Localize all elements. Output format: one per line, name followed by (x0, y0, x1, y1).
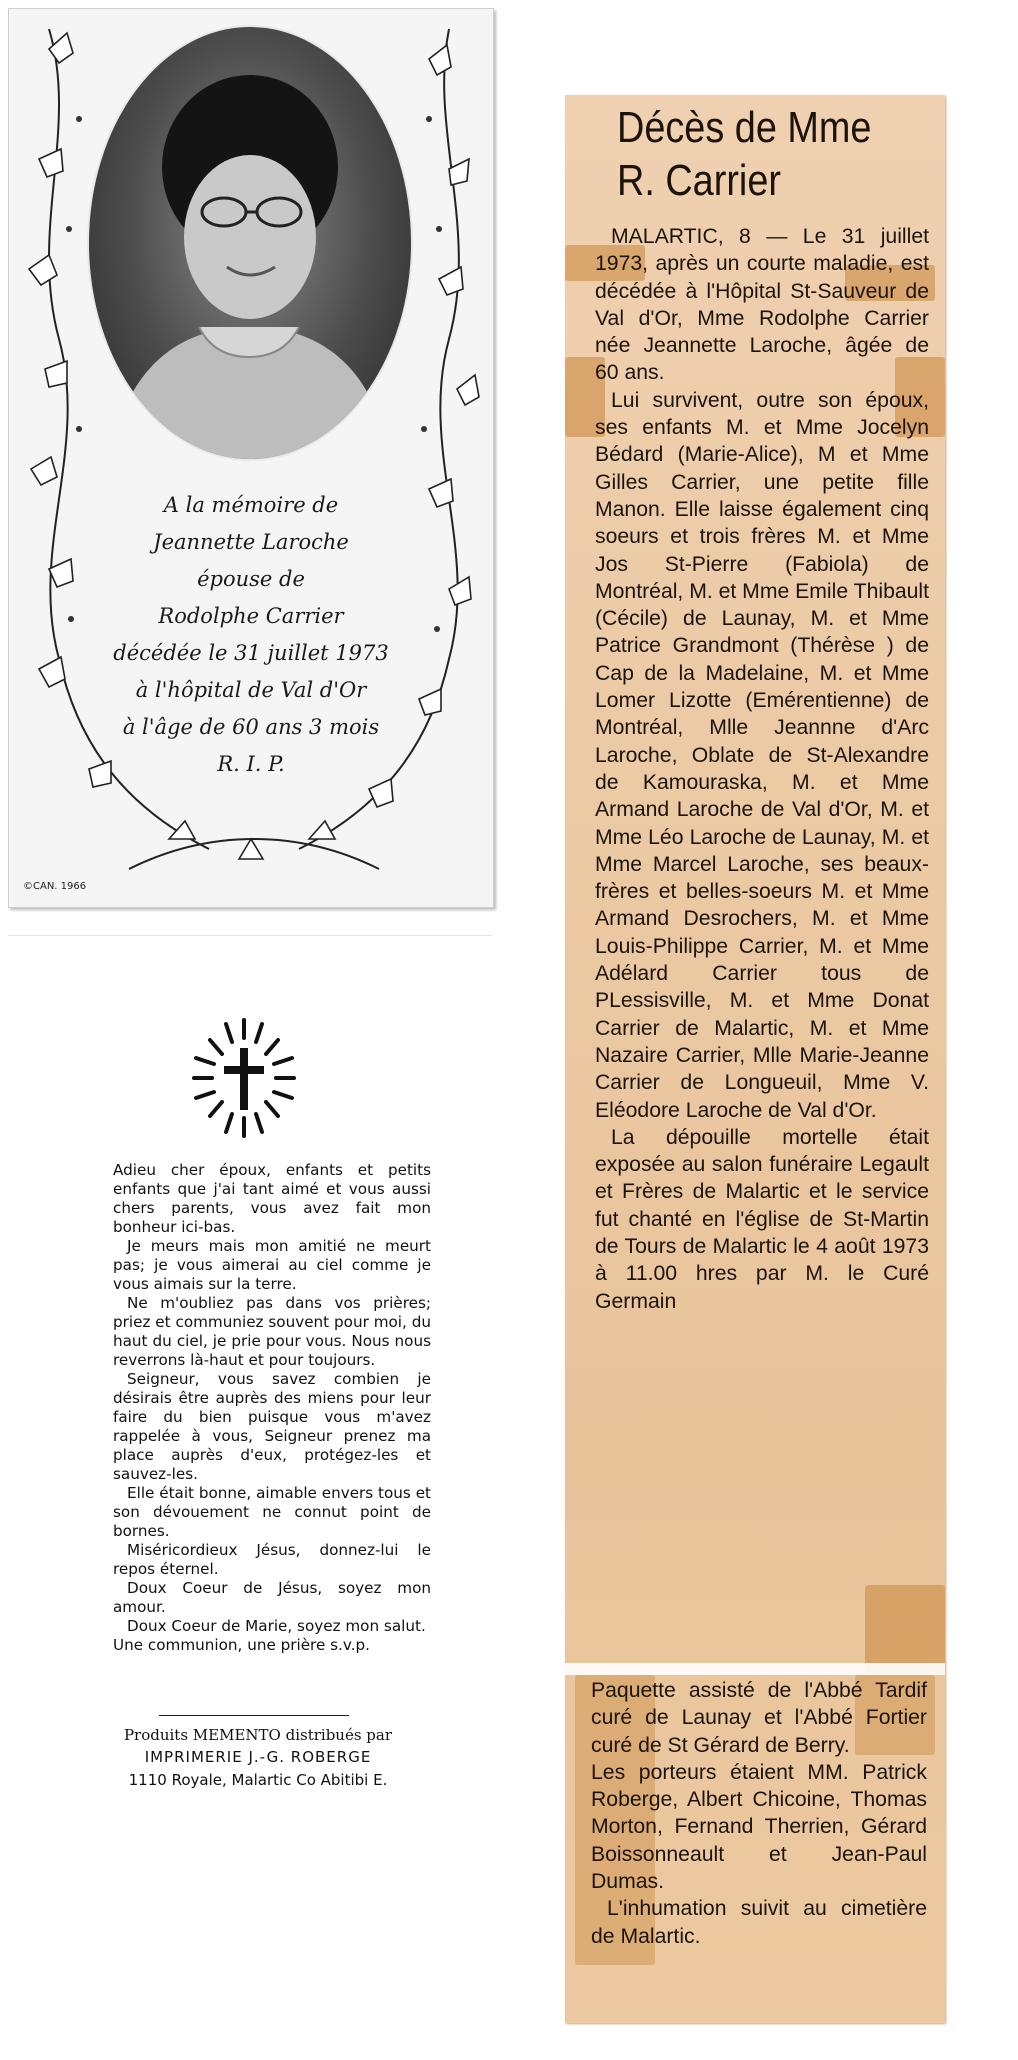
printer-address: 1110 Royale, Malartic Co Abitibi E. (128, 1771, 388, 1789)
headline-line-1: Décès de Mme (617, 103, 872, 152)
printer-name: IMPRIMERIE J.-G. ROBERGE (144, 1748, 372, 1766)
prayer-paragraph: Miséricordieux Jésus, donnez-lui le repos éternel. (113, 1541, 431, 1578)
article-paragraph: La dépouille mortelle était exposée au salon funéraire Legault et Frères de Malartic et le service fut chanté en l'église de St-Martin de Tours de Malartic le 4 août 1973 à 11.00 hres par M. le Curé Germain (595, 1125, 929, 1313)
headline (617, 101, 892, 207)
article-paragraph: Lui survivent, outre son époux, ses enfants M. et Mme Jocelyn Bédard (Marie-Alice), M et Mme Gilles Carrier, une petite fille Manon. Elle laisse également cinq soeurs et trois frères M. et Mme Jos St-Pierre (Fabiola) de Montréal, M. et Mme Emile Thibault (Cécile) de Launay, M. et Mme Patrice Grandmont (Thérèse ) de Cap de la Madelaine, M. et Mme Lomer Lizotte (Emérentienne) de Montréal, Mlle Jeannne d'Arc Laroche, Oblate de St-Alexandre de Kamouraska, M. et Mme Armand Laroche de Val d'Or, M. et Mme Léo Laroche de Launay, M. et Mme Marcel Laroche, ses beaux-frères et belles-soeurs M. et Mme Armand Desrochers, M. et Mme Louis-Philippe Carrier, M. et Mme Adélard Carrier tous de PLessisville, M. et Mme Donat Carrier de Malartic, M. et Mme Nazaire Carrier, Mlle Marie-Jeanne Carrier de Longueuil, Mme V. Eléodore Laroche de Val d'Or. (595, 388, 930, 1122)
article-paragraph: Paquette assisté de l'Abbé Tardif curé de Launay et l'Abbé Fortier curé de St Gérard de Berry. (591, 1679, 927, 1757)
prayer-paragraph: Adieu cher époux, enfants et petits enfants que j'ai tant aimé et vous aussi chers parents, vous avez fait mon bonheur ici-bas. (113, 1161, 431, 1236)
copyright-notice: ©CAN. 1966 (23, 881, 87, 892)
prayer-paragraph: Doux Coeur de Jésus, soyez mon amour. (113, 1579, 431, 1616)
portrait-photo (87, 25, 413, 461)
prayer-paragraph: Une communion, une prière s.v.p. (113, 1636, 370, 1654)
article-lower (591, 1677, 927, 1950)
article-paragraph: Les porteurs étaient MM. Patrick Roberge, Albert Chicoine, Thomas Morton, Fernand Therrien, Gérard Boissonneault et Jean-Paul Dumas. (591, 1760, 927, 1894)
inscription-line-1: A la mémoire de (163, 493, 339, 517)
inscription-rip: R. I. P. (217, 752, 285, 776)
headline-line-2: R. Carrier (617, 156, 781, 205)
article-paragraph: L'inhumation suivit au cimetière de Malartic. (591, 1897, 927, 1948)
memorial-card-front (8, 8, 494, 908)
printer-line-1: Produits MEMENTO distribués par (123, 1726, 393, 1744)
inscription-place: à l'hôpital de Val d'Or (135, 678, 367, 702)
inscription-name: Jeannette Laroche (153, 530, 349, 554)
inscription-age: à l'âge de 60 ans 3 mois (122, 715, 380, 739)
inscription-spouse: Rodolphe Carrier (158, 604, 344, 628)
newspaper-clipping (565, 95, 945, 2023)
inscription-death-date: décédée le 31 juillet 1973 (113, 641, 389, 665)
prayer-paragraph: Seigneur, vous savez combien je désirais être auprès des miens pour leur faire du bien puisque vous m'avez rappelée à vous, Seigneur prenez ma place auprès d'eux, protégez-les et sauvez-les. (113, 1370, 431, 1483)
divider (159, 1715, 349, 1716)
prayer-paragraph: Elle était bonne, aimable envers tous et son dévouement ne connut point de bornes. (113, 1484, 431, 1540)
article-paragraph: MALARTIC, 8 — Le 31 juillet 1973, après un courte maladie, est décédée à l'Hôpital St-Sauveur de Val d'Or, Mme Rodolphe Carrier née Jeannette Laroche, âgée de 60 ans. (595, 225, 929, 385)
article-upper (595, 223, 929, 1315)
prayer-paragraph: Je meurs mais mon amitié ne meurt pas; je vous aimerai au ciel comme je vous aimais sur la terre. (113, 1237, 431, 1293)
prayer-paragraph: Doux Coeur de Marie, soyez mon salut. (127, 1617, 426, 1635)
prayer-paragraph: Ne m'oubliez pas dans vos prières; priez et communiez souvent pour moi, du haut du ciel, je prie pour vous. Nous nous reverrons là-haut et pour toujours. (113, 1294, 431, 1369)
memorial-card-back (8, 935, 492, 1831)
inscription-line-3: épouse de (197, 567, 305, 591)
radiant-cross-icon (192, 1018, 296, 1138)
prayer-text (113, 1161, 431, 1655)
